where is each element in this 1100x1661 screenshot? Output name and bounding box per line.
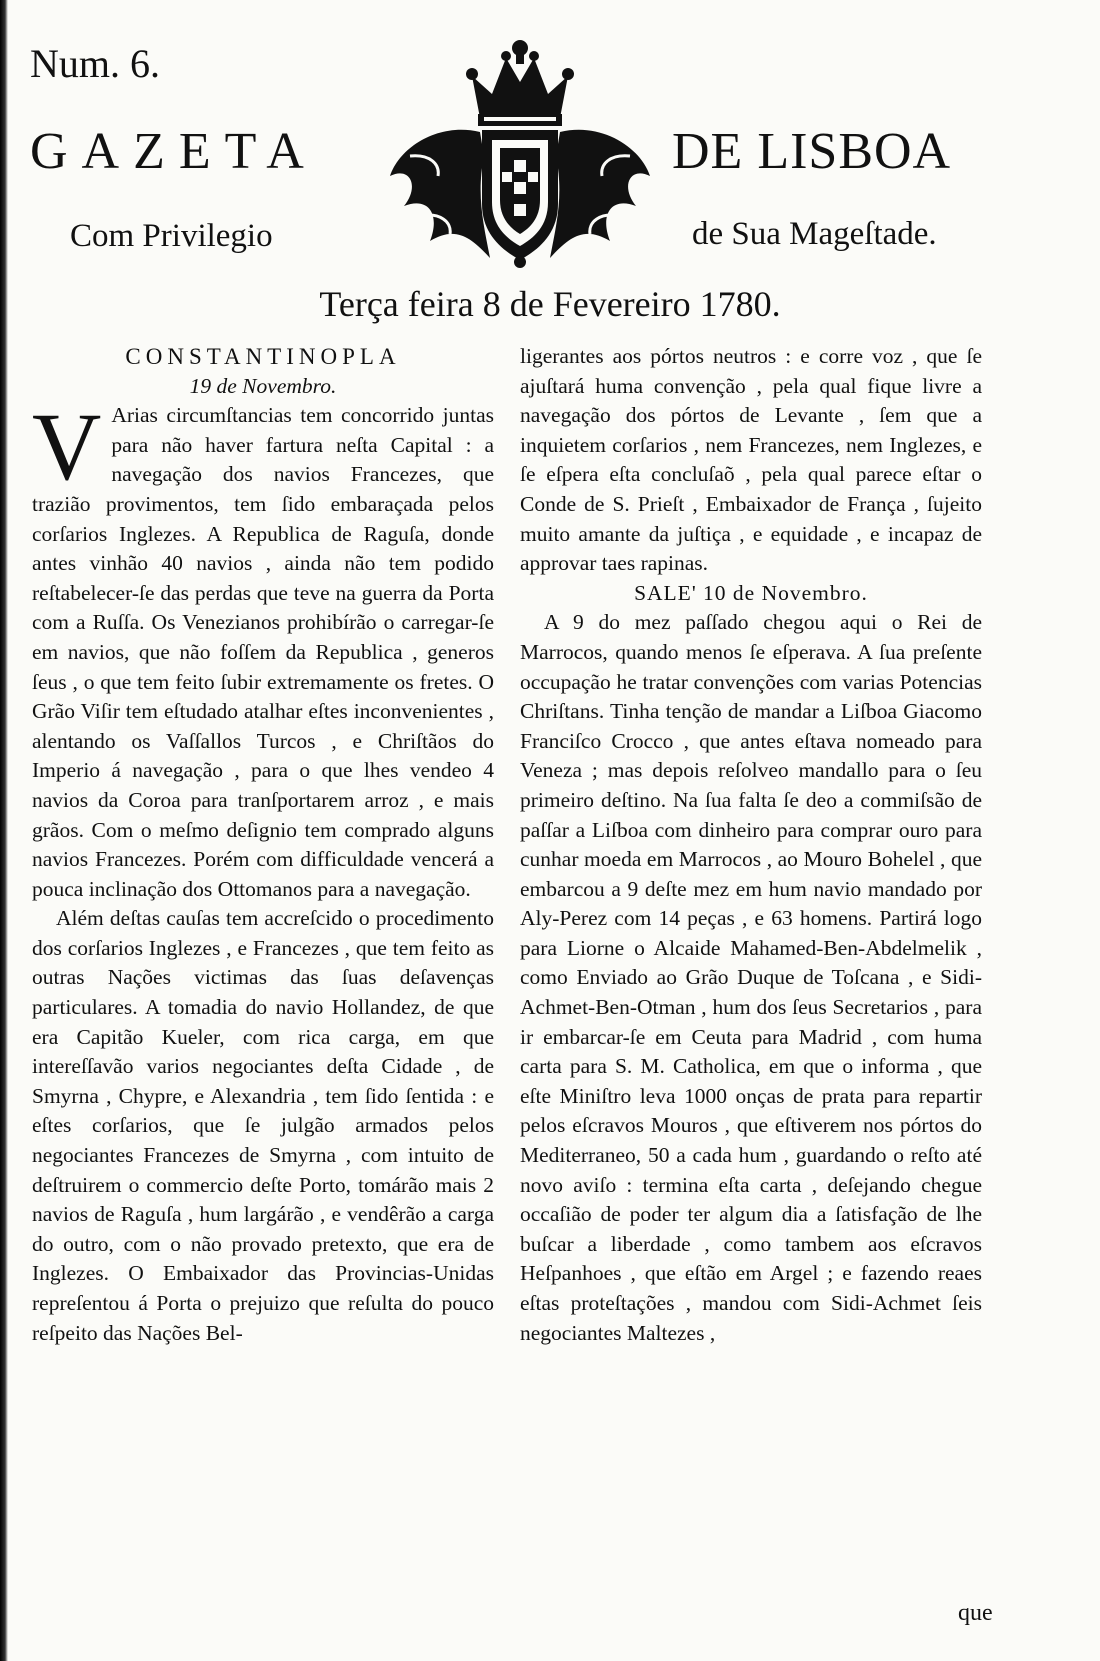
right-column	[520, 342, 982, 1348]
coat-of-arms-icon	[380, 36, 660, 270]
issue-number: Num. 6.	[30, 41, 160, 86]
article-text: Arias circumſtancias tem concorrido juntas para não haver fartura neſta Capital : a navegação dos navios Francezes, que trazião provimentos, tem ſido embaraçada pelos corſarios Inglezes. A Republica de Raguſa, donde antes vinhão 40 navios , ainda não tem podido reſtabelecer-ſe das perdas que teve na guerra da Porta com a Ruſſa. Os Venezianos prohibírão o carregar-ſe em navios, que não foſſem da Republica , generos ſeus , o que tem feito ſubir extremamente os fretes. O Grão Viſir tem eſtudado atalhar eſtes inconvenientes , alentando os Vaſſallos Turcos , e Chriſtãos do Imperio á navegação , para o que lhes vendeo 4 navios da Coroa para tranſportarem arroz , e mais grãos. Com o meſmo deſignio tem comprado alguns navios Francezes. Porém com difficuldade vencerá a pouca inclinação dos Ottomanos para a navegação.	[32, 403, 494, 901]
drop-cap: V	[32, 393, 102, 501]
masthead-title-right: DE LISBOA	[672, 123, 952, 180]
privilege-right: de Sua Mageſtade.	[692, 216, 937, 252]
dateline-sale: SALE' 10 de Novembro.	[634, 580, 868, 605]
page-edge-shadow	[0, 0, 8, 1661]
article-paragraph	[32, 393, 494, 904]
catchword: que	[958, 1600, 993, 1626]
masthead-title-left: GAZETA	[30, 123, 318, 180]
dateline-date-constantinopla: 19 de Novembro.	[189, 373, 337, 398]
article-paragraph: Além deſtas cauſas tem accreſcido o procedimento dos corſarios Inglezes , e Francezes , que tem feito as outras Nações victimas das ſuas deſavenças particulares. A tomadia do navio Hollandez, de que era Capitão Kueler, com rica carga, em que intereſſavão varios negociantes deſta Cidade , de Smyrna , Chypre, e Alexandria , tem ſido ſentida : e eſtes corſarios, que ſe julgão armados pelos negociantes Francezes de Smyrna , com intuito de deſtruirem o commercio deſte Porto, tomárão mais 2 navios de Raguſa , hum largárão , e vendêrão a carga do outro, com o não provado pretexto, que era de Inglezes. O Embaixador das Provincias-Unidas repreſentou á Porta o prejuizo que reſulta do pouco reſpeito das Nações Bel-	[32, 906, 494, 1345]
article-paragraph: ligerantes aos pórtos neutros : e corre voz , que ſe ajuſtará huma convenção , pela qual fique livre a navegação dos pórtos de Levante , ſem que a inquietem corſarios , nem Francezes, nem Inglezes, e ſe eſpera eſta concluſaõ , pela qual parece eſtar o Conde de S. Prieſt , Embaixador de França , ſujeito muito amante da juſtiça , e equidade , e incapaz de approvar taes rapinas.	[520, 344, 982, 576]
issue-date: Terça feira 8 de Fevereiro 1780.	[319, 284, 781, 324]
privilege-left: Com Privilegio	[70, 218, 273, 254]
dateline-city-constantinopla: CONSTANTINOPLA	[125, 344, 401, 369]
article-paragraph: A 9 do mez paſſado chegou aqui o Rei de Marrocos, quando menos ſe eſperava. A ſua preſente occupação he tratar convenções com varias Potencias Chriſtans. Tinha tenção de mandar a Liſboa Giacomo Franciſco Crocco , que antes eſtava nomeado para Veneza ; mas depois reſolveo mandallo para o ſeu primeiro deſtino. Na ſua falta ſe deo a commiſsão de paſſar a Liſboa com dinheiro para comprar ouro para cunhar moeda em Marrocos , ao Mouro Bohelel , que embarcou a 9 deſte mez em hum navio mandado por Aly-Perez com 14 peças , e 63 homens. Partirá logo para Liorne o Alcaide Mahamed-Ben-Abdelmelik , como Enviado ao Grão Duque de Toſcana , e Sidi-Achmet-Ben-Otman , hum dos ſeus Secretarios , para ir embarcar-ſe em Ceuta para Madrid , com huma carta para S. M. Catholica, em que o informa , que eſte Miniſtro leva 1000 onças de prata para repartir pelos eſcravos Mouros , que eſtiverem nos pórtos do Mediterraneo, 50 a cada hum , guardando o reſto até novo aviſo : termina eſta carta , deſejando chegue occaſião de poder ter algum dia a ſatisfação de lhe buſcar a liberdade , como tambem aos eſcravos Heſpanhoes , que eſtão em Argel ; e fazendo reaes eſtas proteſtações , mandou com Sidi-Achmet ſeis negociantes Maltezes ,	[520, 610, 982, 1345]
left-column	[32, 342, 494, 1348]
